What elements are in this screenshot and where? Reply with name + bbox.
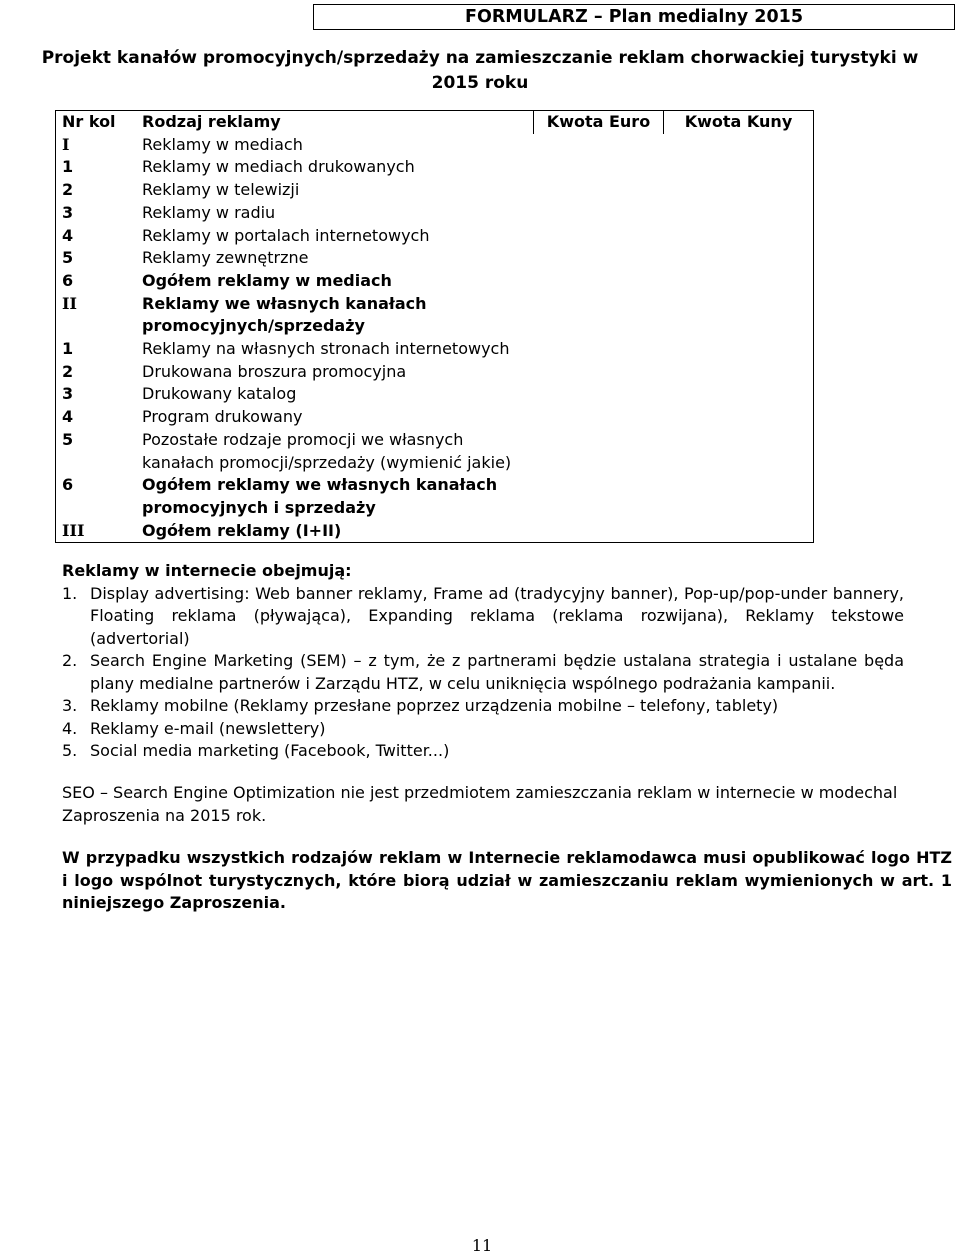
row-number: 3 bbox=[62, 202, 74, 222]
list-item-text: Social media marketing (Facebook, Twitter...) bbox=[90, 741, 450, 760]
row-amount-euro bbox=[534, 474, 664, 519]
row-amount-euro bbox=[534, 520, 664, 543]
column-header-nr: Nr kol bbox=[62, 112, 116, 131]
row-type bbox=[136, 293, 534, 338]
row-type: Reklamy w mediach bbox=[142, 134, 303, 154]
row-amount-kuna bbox=[664, 406, 813, 429]
row-type-line-1: Ogółem reklamy we własnych kanałach bbox=[142, 475, 498, 495]
row-number: 1 bbox=[62, 157, 74, 177]
list-item-text: Search Engine Marketing (SEM) – z tym, że z partnerami będzie ustalana strategia i ustalane będa plany medialne partnerów i Zarządu HTZ, w celu uniknięcia wspólnego podrażania kampanii. bbox=[90, 651, 904, 693]
row-amount-euro bbox=[534, 338, 664, 361]
row-number: 5 bbox=[62, 248, 74, 268]
row-amount-kuna bbox=[664, 202, 813, 225]
row-type: Reklamy w telewizji bbox=[142, 180, 300, 200]
table-row bbox=[56, 361, 813, 384]
list-item-text: Reklamy e-mail (newslettery) bbox=[90, 718, 326, 738]
row-type: Reklamy w mediach drukowanych bbox=[142, 157, 415, 177]
page-number: 11 bbox=[471, 1236, 493, 1255]
table-row bbox=[56, 134, 813, 157]
row-amount-kuna bbox=[664, 429, 813, 474]
row-number: 4 bbox=[62, 225, 74, 245]
row-amount-euro bbox=[534, 134, 664, 157]
row-amount-kuna bbox=[664, 383, 813, 406]
list-item bbox=[62, 695, 904, 718]
media-plan-table bbox=[55, 110, 814, 543]
project-title: Projekt kanałów promocyjnych/sprzedaży na zamieszczanie reklam chorwackiej turystyki w 2015 roku bbox=[41, 48, 919, 93]
table-row bbox=[56, 225, 813, 248]
table-row bbox=[56, 202, 813, 225]
seo-paragraph: SEO – Search Engine Optimization nie jest przedmiotem zamieszczania reklam w internecie w modechal Zaproszenia na 2015 rok. bbox=[62, 783, 898, 825]
row-number: I bbox=[62, 134, 70, 154]
column-header-type: Rodzaj reklamy bbox=[136, 111, 534, 134]
row-number: 5 bbox=[62, 429, 74, 449]
table-row-total bbox=[56, 474, 813, 519]
row-type-line-2: kanałach promocji/sprzedaży (wymienić jakie) bbox=[142, 452, 512, 472]
row-number: 2 bbox=[62, 361, 74, 381]
list-item bbox=[62, 650, 904, 695]
row-number: 1 bbox=[62, 339, 74, 359]
row-amount-kuna bbox=[664, 520, 813, 543]
list-item bbox=[62, 740, 904, 763]
row-amount-kuna bbox=[664, 338, 813, 361]
row-type-line-2: promocyjnych i sprzedaży bbox=[142, 497, 376, 517]
list-item-number: 5. bbox=[62, 741, 78, 760]
row-amount-kuna bbox=[664, 247, 813, 270]
list-item-text: Reklamy mobilne (Reklamy przesłane poprzez urządzenia mobilne – telefony, tablety) bbox=[90, 696, 779, 715]
row-amount-euro bbox=[534, 383, 664, 406]
table-row bbox=[56, 247, 813, 270]
table-row bbox=[56, 383, 813, 406]
row-type: Ogółem reklamy (I+II) bbox=[142, 520, 342, 540]
row-number: 2 bbox=[62, 180, 74, 200]
final-requirement-paragraph: W przypadku wszystkich rodzajów reklam w Internecie reklamodawca musi opublikować logo HTZ i logo wspólnot turystycznych, które biorą udział w zamieszczaniu reklam wymienionych w art. 1 niniejszego Zaproszenia. bbox=[62, 848, 952, 912]
row-type: Ogółem reklamy w mediach bbox=[142, 270, 392, 290]
internet-ads-notes bbox=[62, 560, 904, 763]
notes-list bbox=[62, 583, 904, 763]
row-amount-euro bbox=[534, 270, 664, 293]
row-type: Program drukowany bbox=[142, 407, 303, 427]
table-row-section bbox=[56, 293, 813, 338]
row-number: 3 bbox=[62, 384, 74, 404]
list-item bbox=[62, 718, 904, 741]
row-amount-euro bbox=[534, 361, 664, 384]
list-item-number: 1. bbox=[62, 583, 78, 603]
form-header: FORMULARZ – Plan medialny 2015 bbox=[313, 4, 955, 30]
row-amount-kuna bbox=[664, 156, 813, 179]
row-amount-kuna bbox=[664, 270, 813, 293]
row-type-line-1: Pozostałe rodzaje promocji we własnych bbox=[142, 429, 464, 449]
row-type: Reklamy w radiu bbox=[142, 202, 276, 222]
list-item-number: 4. bbox=[62, 718, 78, 738]
table-row bbox=[56, 429, 813, 474]
table-row bbox=[56, 406, 813, 429]
row-amount-euro bbox=[534, 156, 664, 179]
row-type-line-1: Reklamy we własnych kanałach bbox=[142, 293, 427, 313]
row-type: Reklamy w portalach internetowych bbox=[142, 225, 430, 245]
row-number: 4 bbox=[62, 407, 74, 427]
row-amount-euro bbox=[534, 406, 664, 429]
table-header-row bbox=[56, 111, 813, 134]
list-item-text: Display advertising: Web banner reklamy, Frame ad (tradycyjny banner), Pop-up/pop-under bannery, Floating reklama (pływająca), Expanding reklama (reklama rozwijana), Reklamy tekstowe (advertorial) bbox=[90, 583, 904, 648]
row-amount-euro bbox=[534, 429, 664, 474]
list-item-number: 2. bbox=[62, 651, 78, 670]
column-header-euro: Kwota Euro bbox=[534, 111, 664, 134]
row-amount-euro bbox=[534, 225, 664, 248]
row-type-line-2: promocyjnych/sprzedaży bbox=[142, 316, 365, 336]
row-amount-kuna bbox=[664, 474, 813, 519]
table-row bbox=[56, 179, 813, 202]
row-amount-kuna bbox=[664, 179, 813, 202]
row-type: Drukowana broszura promocyjna bbox=[142, 361, 407, 381]
row-amount-euro bbox=[534, 293, 664, 338]
row-type: Reklamy na własnych stronach internetowych bbox=[142, 339, 510, 359]
row-amount-kuna bbox=[664, 225, 813, 248]
row-amount-kuna bbox=[664, 361, 813, 384]
notes-title: Reklamy w internecie obejmują: bbox=[62, 561, 352, 580]
table-row bbox=[56, 338, 813, 361]
row-type bbox=[136, 474, 534, 519]
row-type: Reklamy zewnętrzne bbox=[142, 248, 309, 268]
row-amount-euro bbox=[534, 247, 664, 270]
list-item bbox=[62, 583, 904, 651]
row-type bbox=[136, 429, 534, 474]
row-number: 6 bbox=[62, 270, 74, 290]
row-amount-euro bbox=[534, 202, 664, 225]
row-amount-kuna bbox=[664, 293, 813, 338]
table-row bbox=[56, 156, 813, 179]
table-row-total bbox=[56, 270, 813, 293]
row-amount-euro bbox=[534, 179, 664, 202]
column-header-kuna: Kwota Kuny bbox=[684, 112, 793, 131]
row-number: II bbox=[62, 293, 77, 313]
row-amount-kuna bbox=[664, 134, 813, 157]
row-number: III bbox=[62, 520, 85, 540]
list-item-number: 3. bbox=[62, 696, 78, 715]
table-row-grand-total bbox=[56, 520, 813, 543]
row-type: Drukowany katalog bbox=[142, 384, 297, 404]
row-number: 6 bbox=[62, 475, 74, 495]
